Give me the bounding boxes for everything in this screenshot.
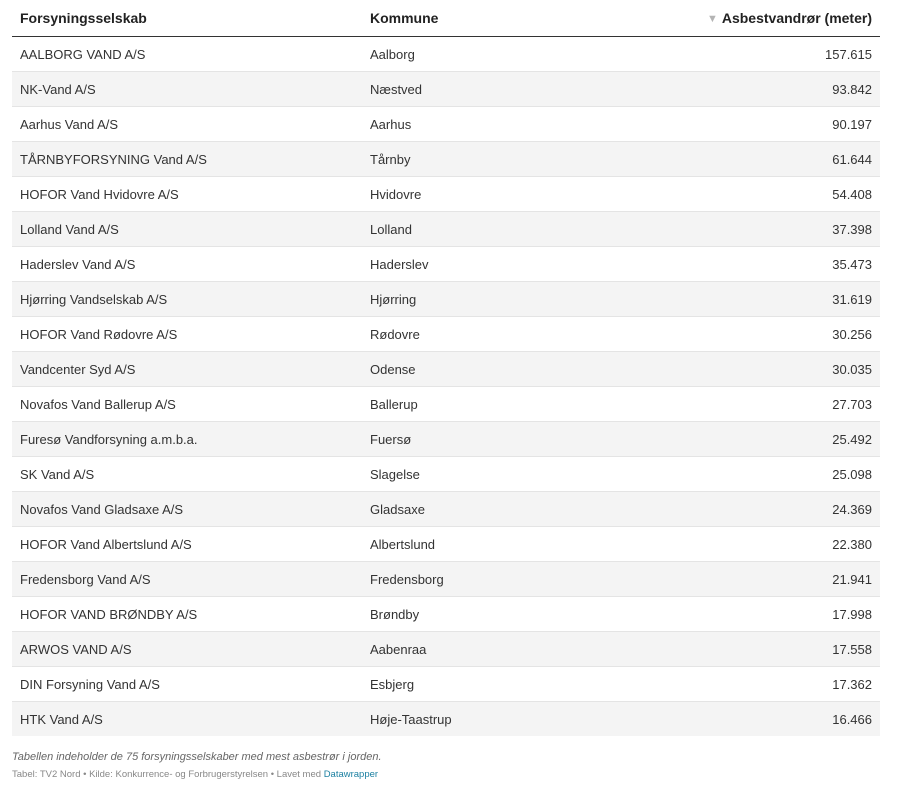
cell-company: DIN Forsyning Vand A/S (12, 667, 362, 702)
table-row (12, 667, 880, 702)
cell-meters: 17.558 (630, 632, 880, 667)
table-row (12, 142, 880, 177)
table-row (12, 562, 880, 597)
cell-municipality: Albertslund (362, 527, 630, 562)
cell-meters: 24.369 (630, 492, 880, 527)
cell-company: TÅRNBYFORSYNING Vand A/S (12, 142, 362, 177)
cell-company: Novafos Vand Ballerup A/S (12, 387, 362, 422)
cell-company: Fredensborg Vand A/S (12, 562, 362, 597)
cell-meters: 35.473 (630, 247, 880, 282)
cell-municipality: Hjørring (362, 282, 630, 317)
cell-meters: 157.615 (630, 37, 880, 72)
table-row (12, 247, 880, 282)
cell-municipality: Fuersø (362, 422, 630, 457)
column-header-company[interactable]: Forsyningsselskab (12, 0, 362, 37)
cell-municipality: Næstved (362, 72, 630, 107)
table-row (12, 457, 880, 492)
cell-company: Vandcenter Syd A/S (12, 352, 362, 387)
source-text: Tabel: TV2 Nord • Kilde: Konkurrence- og Forbrugerstyrelsen • Lavet med (12, 769, 324, 780)
asbestos-table (12, 0, 880, 736)
cell-municipality: Esbjerg (362, 667, 630, 702)
cell-municipality: Rødovre (362, 317, 630, 352)
cell-municipality: Fredensborg (362, 562, 630, 597)
cell-municipality: Slagelse (362, 457, 630, 492)
table-row (12, 422, 880, 457)
cell-municipality: Hvidovre (362, 177, 630, 212)
table-row (12, 317, 880, 352)
table-row (12, 597, 880, 632)
column-header-meters-label: Asbestvandrør (meter) (721, 10, 872, 26)
table-container (12, 0, 880, 736)
cell-company: AALBORG VAND A/S (12, 37, 362, 72)
table-row (12, 107, 880, 142)
cell-meters: 31.619 (630, 282, 880, 317)
table-row (12, 212, 880, 247)
cell-meters: 22.380 (630, 527, 880, 562)
cell-municipality: Tårnby (362, 142, 630, 177)
cell-meters: 25.492 (630, 422, 880, 457)
table-row (12, 387, 880, 422)
table-row (12, 492, 880, 527)
cell-company: Aarhus Vand A/S (12, 107, 362, 142)
table-note: Tabellen indeholder de 75 forsyningsselskaber med mest asbestrør i jorden. (12, 751, 382, 763)
cell-company: Lolland Vand A/S (12, 212, 362, 247)
cell-municipality: Aarhus (362, 107, 630, 142)
cell-municipality: Ballerup (362, 387, 630, 422)
table-row (12, 702, 880, 737)
table-row (12, 37, 880, 72)
cell-meters: 30.256 (630, 317, 880, 352)
cell-meters: 37.398 (630, 212, 880, 247)
cell-meters: 93.842 (630, 72, 880, 107)
cell-company: NK-Vand A/S (12, 72, 362, 107)
table-source (12, 769, 880, 781)
sort-descending-icon[interactable]: ▼ (706, 13, 718, 25)
cell-company: HOFOR Vand Rødovre A/S (12, 317, 362, 352)
cell-meters: 61.644 (630, 142, 880, 177)
cell-company: HTK Vand A/S (12, 702, 362, 737)
column-header-meters[interactable] (630, 0, 880, 37)
cell-company: Novafos Vand Gladsaxe A/S (12, 492, 362, 527)
cell-meters: 90.197 (630, 107, 880, 142)
table-footer (12, 751, 880, 781)
cell-meters: 21.941 (630, 562, 880, 597)
cell-municipality: Aalborg (362, 37, 630, 72)
table-row (12, 352, 880, 387)
cell-company: Hjørring Vandselskab A/S (12, 282, 362, 317)
table-row (12, 632, 880, 667)
cell-company: SK Vand A/S (12, 457, 362, 492)
cell-municipality: Høje-Taastrup (362, 702, 630, 737)
cell-meters: 27.703 (630, 387, 880, 422)
cell-municipality: Aabenraa (362, 632, 630, 667)
cell-meters: 17.362 (630, 667, 880, 702)
cell-company: HOFOR Vand Albertslund A/S (12, 527, 362, 562)
cell-municipality: Haderslev (362, 247, 630, 282)
cell-company: HOFOR Vand Hvidovre A/S (12, 177, 362, 212)
table-row (12, 177, 880, 212)
table-row (12, 72, 880, 107)
cell-meters: 16.466 (630, 702, 880, 737)
header-row (12, 0, 880, 37)
cell-company: ARWOS VAND A/S (12, 632, 362, 667)
datawrapper-link[interactable]: Datawrapper (323, 769, 379, 780)
table-row (12, 527, 880, 562)
cell-meters: 25.098 (630, 457, 880, 492)
cell-municipality: Lolland (362, 212, 630, 247)
cell-municipality: Gladsaxe (362, 492, 630, 527)
column-header-municipality[interactable]: Kommune (362, 0, 630, 37)
cell-company: Haderslev Vand A/S (12, 247, 362, 282)
cell-meters: 17.998 (630, 597, 880, 632)
cell-meters: 54.408 (630, 177, 880, 212)
cell-company: Furesø Vandforsyning a.m.b.a. (12, 422, 362, 457)
cell-company: HOFOR VAND BRØNDBY A/S (12, 597, 362, 632)
cell-municipality: Brøndby (362, 597, 630, 632)
cell-meters: 30.035 (630, 352, 880, 387)
table-body (12, 37, 880, 737)
cell-municipality: Odense (362, 352, 630, 387)
table-row (12, 282, 880, 317)
